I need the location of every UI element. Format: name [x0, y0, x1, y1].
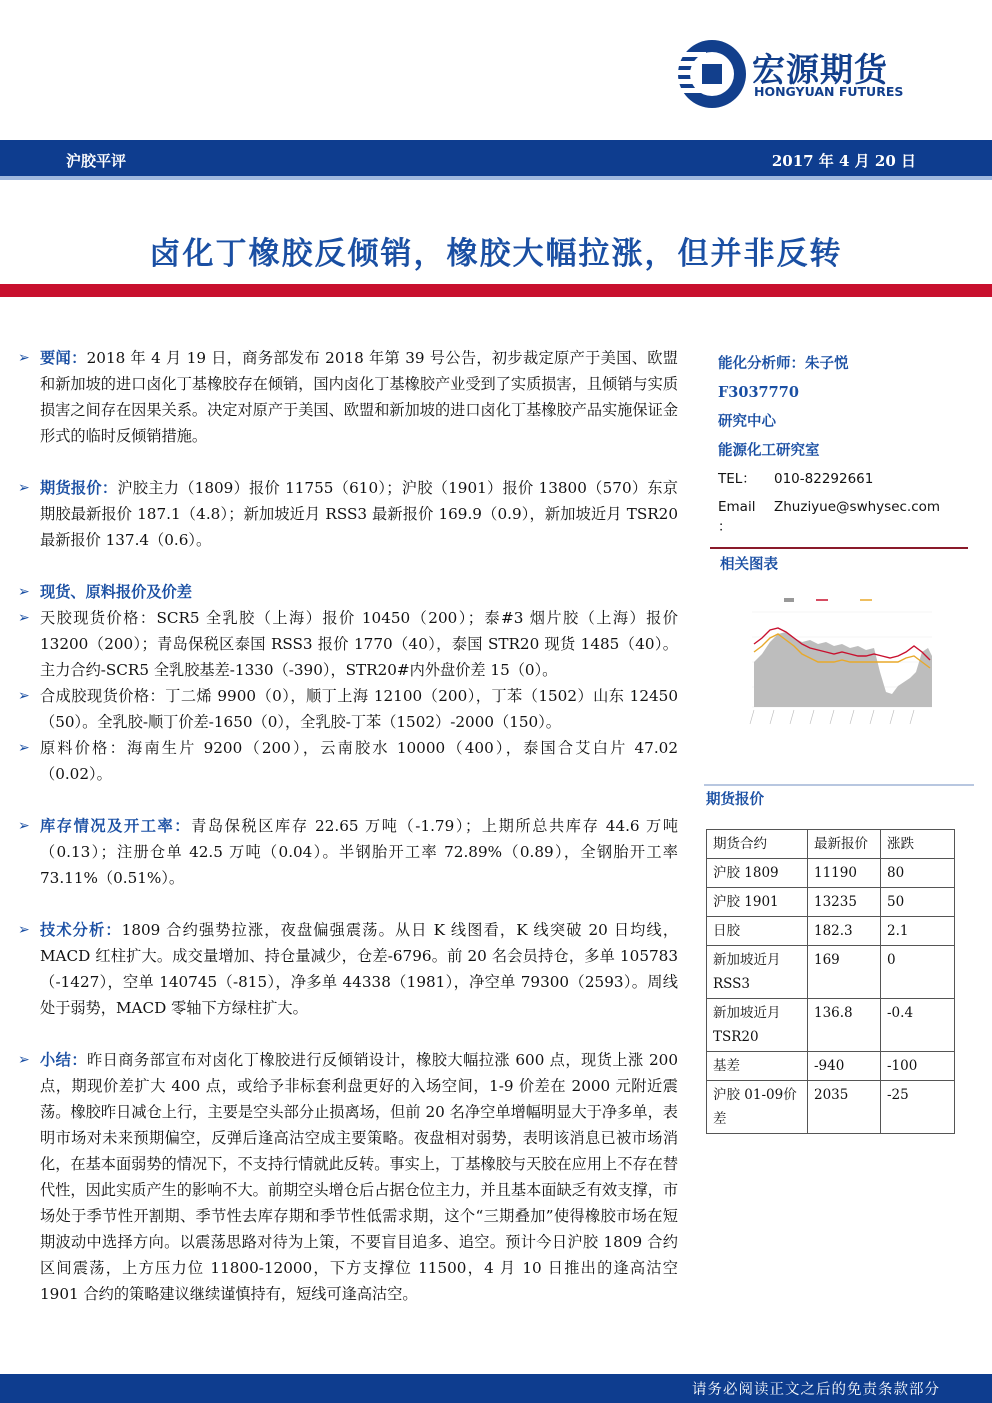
- table-row: 新加坡近月TSR20 136.8 -0.4: [707, 999, 955, 1052]
- tech-text: 1809 合约强势拉涨，夜盘偏强震荡。从日 K 线图看，K 线突破 20 日均线，MACD 红柱扩大。成交量增加、持仓量减少，仓差-6796。前 20 名会员持仓，多单 105783（-1427），空单 140745（-815），净多单 44338（1981），净空单 79300（2593）。周线处于弱势，MACD 零轴下方绿柱扩大。: [40, 921, 679, 1017]
- summary-keyword: 小结：: [40, 1051, 88, 1069]
- logo-text-en: HONGYUAN FUTURES: [754, 84, 904, 99]
- spot-item: [18, 735, 678, 787]
- inventory-keyword: 库存情况及开工率：: [40, 817, 192, 835]
- email-colon: ：: [718, 519, 732, 535]
- quote-keyword: 期货报价：: [40, 479, 118, 497]
- inventory-text: 青岛保税区库存 22.65 万吨（-1.79）；上期所总共库存 44.6 万吨（0.13）；注册仓单 42.5 万吨（0.04）。半钢胎开工率 72.89%（0.89），全钢胎开工率 73.11%（0.51%）。: [40, 817, 679, 887]
- analyst-name: 能化分析师：朱子悦: [718, 355, 849, 372]
- report-type: 沪胶平评: [66, 152, 127, 170]
- sidebar-divider: [710, 547, 968, 549]
- news-keyword: 要闻：: [40, 349, 87, 367]
- summary-text: 昨日商务部宣布对卤化丁橡胶进行反倾销设计，橡胶大幅拉涨 600 点，现货上涨 200 点，期现价差扩大 400 点，或给予非标套利盘更好的入场空间，1-9 价差在 2000 元附近震荡。橡胶昨日减仓上行，主要是空头部分止损离场，但前 20 名净空单增幅明显大于净多单，表明市场对未来预期偏空，反弹后逢高沽空成主要策略。夜盘相对弱势，表明该消息已被市场消化，在基本面弱势的情况下，不支持行情就此反转。事实上，丁基橡胶与天胶在应用上不存在替代性，因此实质产生的影响不大。前期空头增仓后占据仓位主力，并且基本面缺乏有效支撑，市场处于季节性开割期、季节性去库存期和季节性低需求期，这个“三期叠加”使得橡胶市场在短期波动中选择方向。以震荡思路对待为上策，不要盲目追多、追空。预计今日沪胶 1809 合约区间震荡，上方压力位 11800-12000，下方支撑位 11500，4 月 10 日推出的逢高沽空 1901 合约的策略建议继续谨慎持有，短线可逢高沽空。: [40, 1051, 678, 1303]
- analyst-dept: 研究中心: [718, 413, 776, 430]
- table-row: 日胶 182.3 2.1: [707, 917, 955, 946]
- futures-divider: [704, 784, 974, 786]
- inventory-section: [18, 813, 678, 891]
- report-date: 2017 年 4 月 20 日: [771, 152, 916, 170]
- spot-item: [18, 683, 678, 735]
- arrow-icon: ➢: [18, 350, 30, 366]
- spot-section: [18, 579, 678, 605]
- spot-item-text: 原料价格：海南生片 9200（200），云南胶水 10000（400），泰国合艾白片 47.02（0.02）。: [40, 739, 678, 783]
- tech-keyword: 技术分析：: [40, 921, 122, 939]
- news-section: [18, 345, 678, 449]
- table-row: 新加坡近月RSS3 169 0: [707, 946, 955, 999]
- analyst-email: Email Zhuziyue@swhysec.com: [718, 499, 941, 515]
- logo-icon: [676, 38, 748, 110]
- analyst-tel: TEL： 010-82292661: [718, 471, 874, 487]
- futures-table: [706, 829, 955, 1134]
- email-link[interactable]: Zhuziyue@swhysec.com: [774, 499, 941, 515]
- disclaimer-note: 请务必阅读正文之后的免责条款部分: [692, 1382, 940, 1398]
- table-row: 沪胶 1901 13235 50: [707, 888, 955, 917]
- table-header-cell: 涨跌: [881, 830, 955, 859]
- table-row: 沪胶 01-09价差 2035 -25: [707, 1081, 955, 1134]
- arrow-icon: ➢: [18, 740, 30, 756]
- main-content: [18, 345, 678, 1307]
- analyst-info: [718, 349, 978, 534]
- analyst-id: F3037770: [718, 384, 799, 401]
- logo-text-cn: 宏源期货: [752, 50, 888, 89]
- futures-title: 期货报价: [706, 791, 764, 808]
- spot-item-text: 合成胶现货价格：丁二烯 9900（0），顺丁上海 12100（200），丁苯（1502）山东 12450（50）。全乳胶-顺丁价差-1650（0），全乳胶-丁苯（1502）-2000（150）。: [40, 687, 678, 731]
- table-header-cell: 期货合约: [707, 830, 808, 859]
- table-row: 沪胶 1809 11190 80: [707, 859, 955, 888]
- spot-item: [18, 605, 678, 683]
- related-chart: [712, 582, 968, 742]
- title-divider: [0, 284, 992, 297]
- spot-item-text: 天胶现货价格：SCR5 全乳胶（上海）报价 10450（200）；泰#3 烟片胶（上海）报价 13200（200）；青岛保税区泰国 RSS3 报价 1770（40），泰国 STR20 现货 1485（40）。主力合约-SCR5 全乳胶基差-1330（-390），STR20#内外盘价差 15（0）。: [40, 609, 678, 679]
- related-chart-title: 相关图表: [720, 556, 778, 573]
- header-band-stripe: [0, 176, 992, 180]
- analyst-lab: 能源化工研究室: [718, 442, 820, 459]
- table-header: [707, 830, 955, 859]
- quote-section: [18, 475, 678, 553]
- arrow-icon: ➢: [18, 610, 30, 626]
- page-title: 卤化丁橡胶反倾销，橡胶大幅拉涨，但并非反转: [149, 236, 843, 272]
- table-header-cell: 最新报价: [808, 830, 881, 859]
- table-row: 基差 -940 -100: [707, 1052, 955, 1081]
- arrow-icon: ➢: [18, 818, 30, 834]
- company-logo: [676, 36, 926, 112]
- spot-keyword: 现货、原料报价及价差: [40, 583, 192, 601]
- quote-text: 沪胶主力（1809）报价 11755（610）；沪胶（1901）报价 13800（570）东京期胶最新报价 187.1（4.8）；新加坡近月 RSS3 最新报价 169.9（0.9），新加坡近月 TSR20 最新报价 137.4（0.6）。: [40, 479, 678, 549]
- arrow-icon: ➢: [18, 1052, 30, 1068]
- tech-section: [18, 917, 678, 1021]
- arrow-icon: ➢: [18, 688, 30, 704]
- news-text: 2018 年 4 月 19 日，商务部发布 2018 年第 39 号公告，初步裁定原产于美国、欧盟和新加坡的进口卤化丁基橡胶存在倾销，国内卤化丁基橡胶产业受到了实质损害，且倾销与实质损害之间存在因果关系。决定对原产于美国、欧盟和新加坡的进口卤化丁基橡胶产品实施保证金形式的临时反倾销措施。: [40, 349, 678, 445]
- summary-section: [18, 1047, 678, 1307]
- arrow-icon: ➢: [18, 584, 30, 600]
- arrow-icon: ➢: [18, 922, 30, 938]
- arrow-icon: ➢: [18, 480, 30, 496]
